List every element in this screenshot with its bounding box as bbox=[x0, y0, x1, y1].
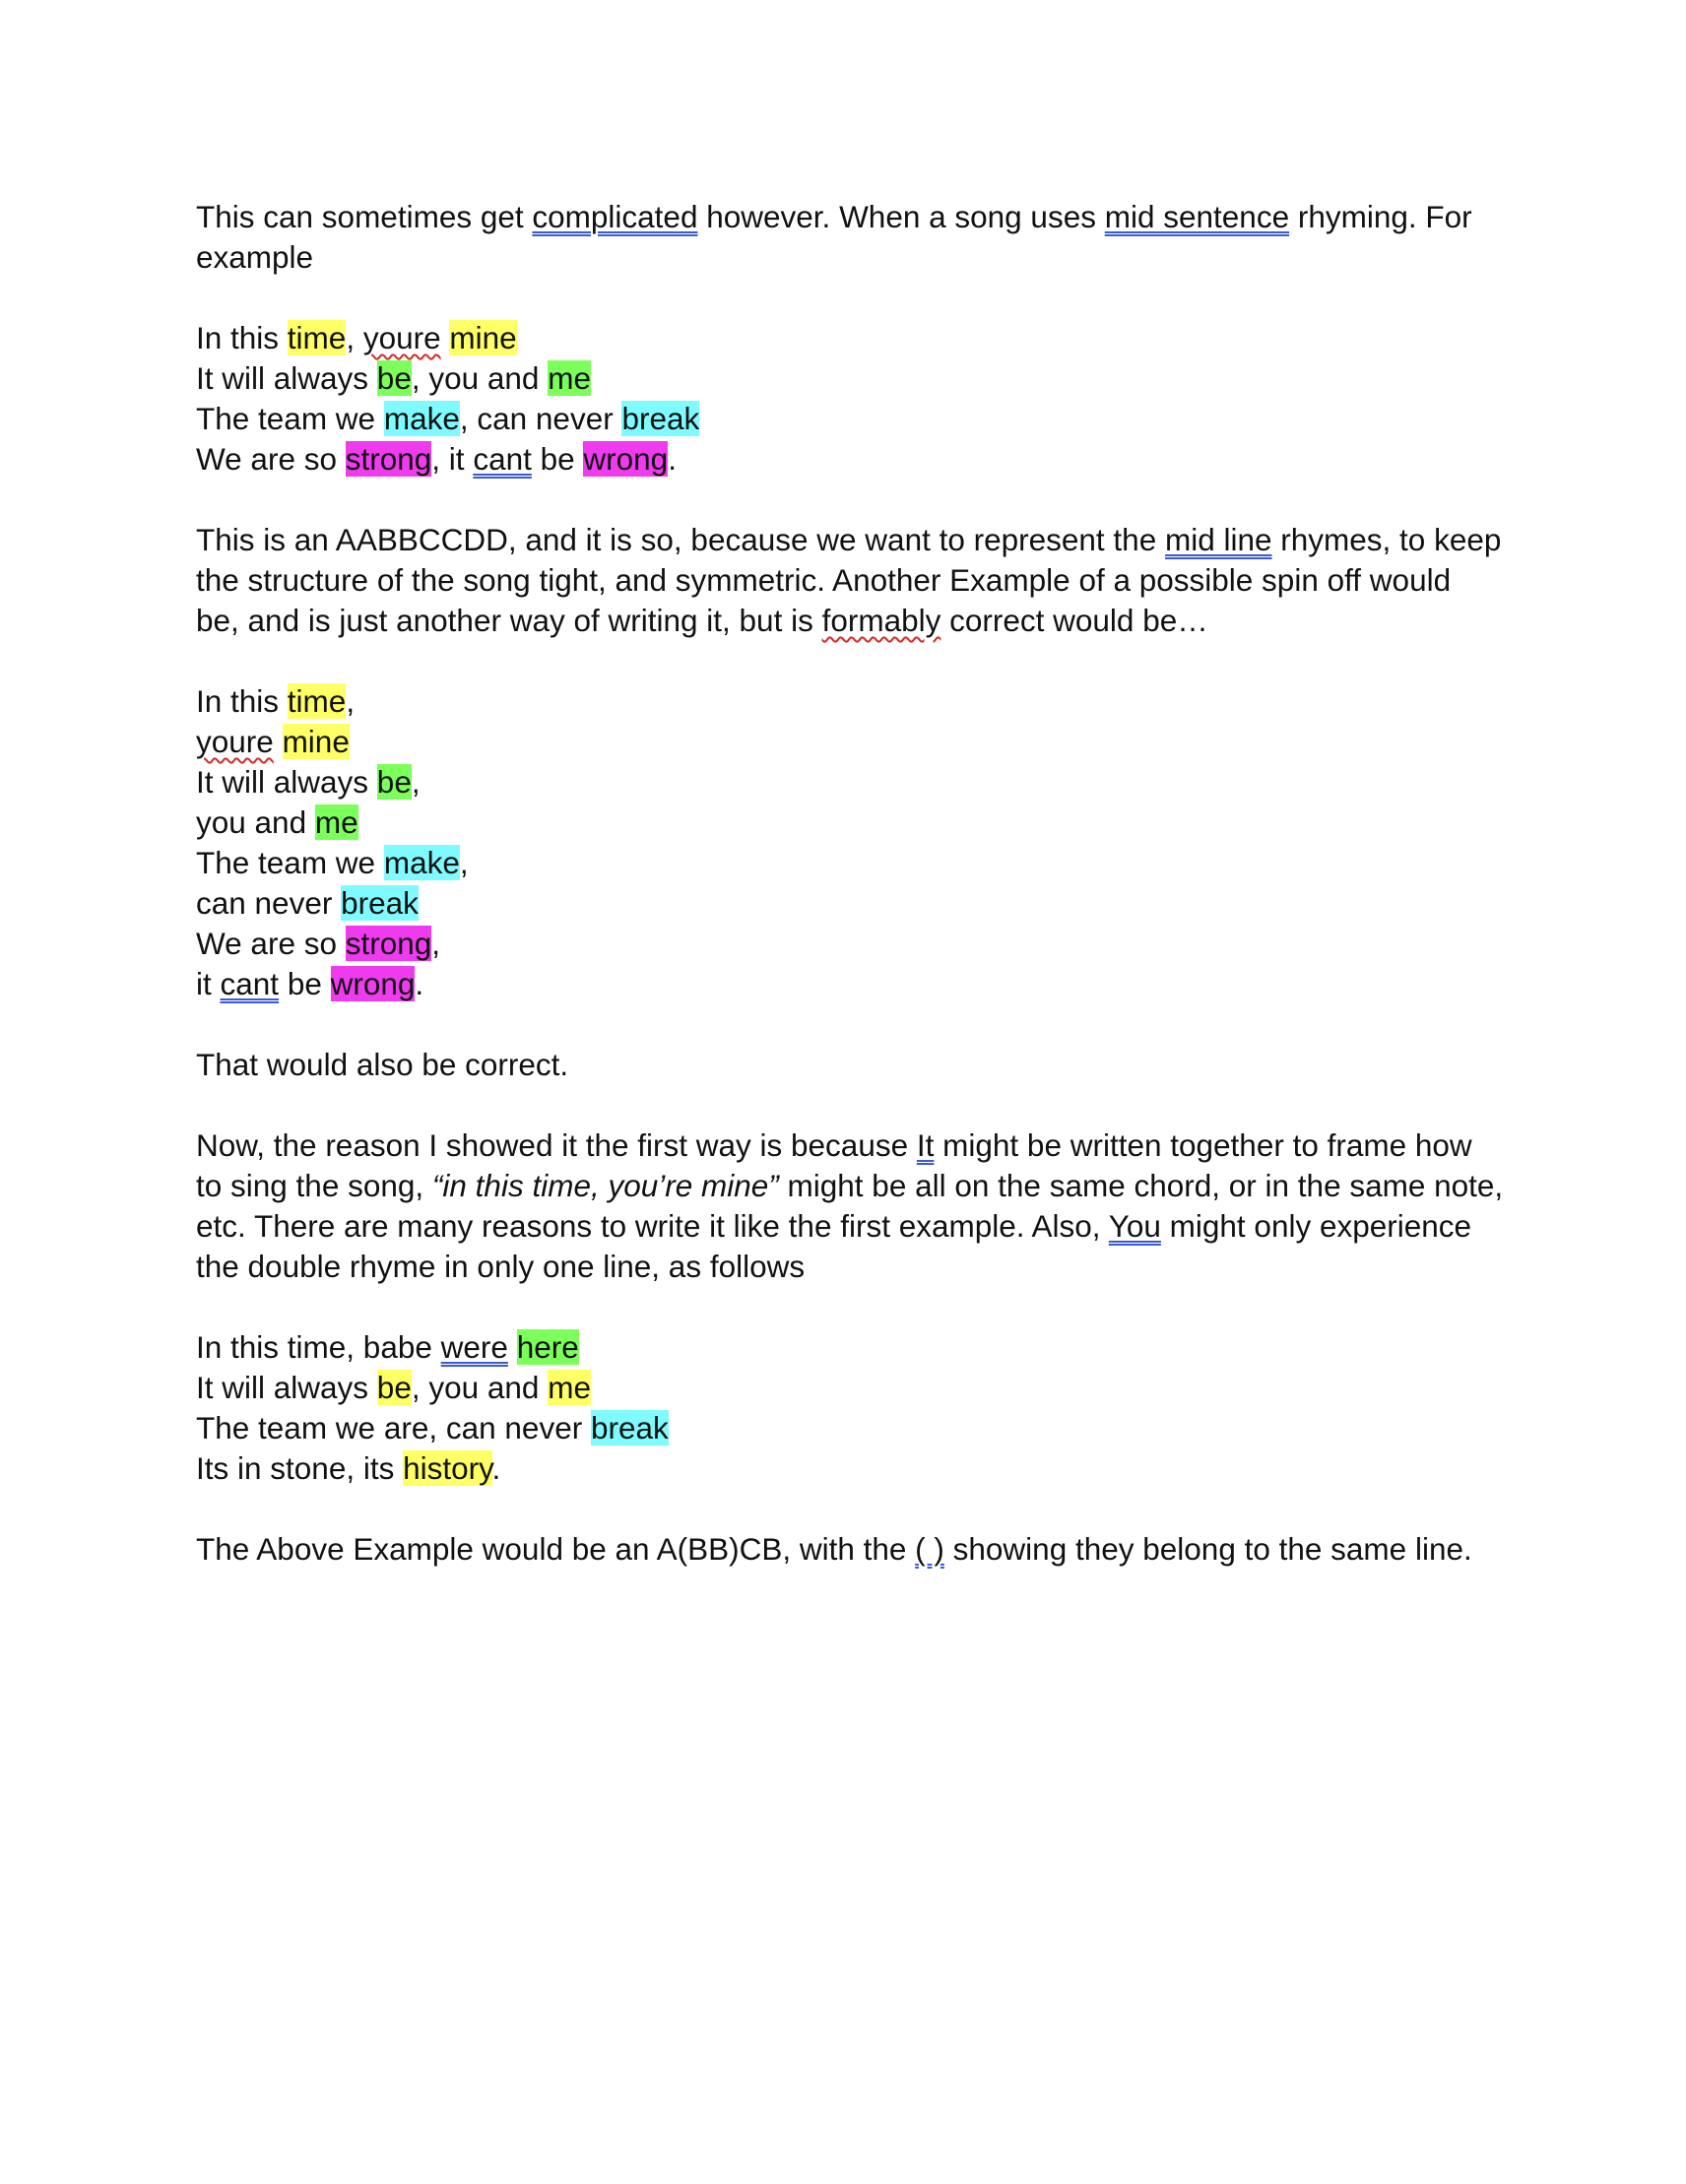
text-run: We are so bbox=[196, 926, 346, 961]
spelling-flag-formably[interactable]: formably bbox=[821, 603, 941, 638]
grammar-flag-cant[interactable]: cant bbox=[220, 966, 280, 1001]
highlight-green: me bbox=[548, 360, 591, 396]
text-line bbox=[196, 1206, 1499, 1247]
text-run: it bbox=[196, 966, 221, 1001]
text-run: The team we bbox=[196, 845, 384, 880]
text-line bbox=[196, 1166, 1504, 1206]
text-run: It will always bbox=[196, 764, 377, 800]
verse-line bbox=[196, 1408, 1499, 1448]
text-run: correct would be… bbox=[940, 603, 1208, 638]
text-run: be bbox=[279, 966, 331, 1001]
text-run bbox=[274, 724, 283, 759]
text-run: be, and is just another way of writing it, but is bbox=[196, 603, 822, 638]
highlight-cyan: make bbox=[383, 401, 460, 436]
grammar-flag-mid-sentence[interactable]: mid sentence bbox=[1104, 199, 1290, 234]
text-run: might be written together to frame how bbox=[934, 1127, 1472, 1163]
text-run: , you and bbox=[411, 360, 549, 396]
text-run: In this bbox=[196, 683, 288, 719]
highlight-yellow: time bbox=[287, 683, 347, 719]
text-run: , you and bbox=[411, 1370, 549, 1405]
paragraph-5 bbox=[196, 1529, 1499, 1570]
italic-quote: “in this time, you’re mine” bbox=[431, 1168, 779, 1203]
grammar-flag-mid-line[interactable]: mid line bbox=[1164, 522, 1272, 557]
highlight-yellow: mine bbox=[449, 320, 517, 355]
verse-line bbox=[196, 762, 1499, 803]
highlight-cyan: break bbox=[621, 401, 700, 436]
text-run bbox=[508, 1329, 517, 1365]
text-line bbox=[196, 520, 1502, 560]
text-run: might only experience bbox=[1160, 1208, 1472, 1244]
text-run: It will always bbox=[196, 1370, 377, 1405]
highlight-yellow: mine bbox=[282, 724, 350, 759]
highlight-yellow: me bbox=[548, 1370, 591, 1405]
verse-line bbox=[196, 439, 1499, 480]
text-run: however. When a song uses bbox=[697, 199, 1105, 234]
verse-line bbox=[196, 883, 1499, 924]
verse-line bbox=[196, 399, 1499, 439]
verse-line bbox=[196, 722, 1499, 762]
verse-line bbox=[196, 924, 1499, 964]
text-line bbox=[196, 197, 1499, 237]
text-run: rhymes, to keep bbox=[1271, 522, 1502, 557]
text-run: The Above Example would be an A(BB)CB, with the bbox=[196, 1531, 916, 1567]
verse-example-3 bbox=[196, 1327, 1499, 1489]
text-run: Its in stone, its bbox=[196, 1450, 404, 1486]
paragraph-4 bbox=[196, 1125, 1504, 1287]
highlight-green: here bbox=[516, 1329, 579, 1365]
verse-line bbox=[196, 358, 1499, 399]
text-run: , bbox=[411, 764, 421, 800]
highlight-green: be bbox=[376, 764, 412, 800]
verse-example-2 bbox=[196, 681, 1499, 1004]
text-line bbox=[196, 1125, 1499, 1166]
text-run: you and bbox=[196, 804, 315, 840]
grammar-flag-parens[interactable]: ( ) bbox=[915, 1531, 944, 1567]
text-run: In this time, babe bbox=[196, 1329, 441, 1365]
highlight-green: be bbox=[376, 360, 412, 396]
verse-line bbox=[196, 803, 1499, 843]
verse-line bbox=[196, 1448, 1499, 1489]
paragraph-2 bbox=[196, 520, 1502, 641]
intro-paragraph bbox=[196, 197, 1499, 278]
highlight-yellow: history bbox=[403, 1450, 492, 1486]
text-run: This is an AABBCCDD, and it is so, because we want to represent the bbox=[196, 522, 1165, 557]
verse-line bbox=[196, 964, 1499, 1004]
text-run: We are so bbox=[196, 441, 346, 477]
highlight-green: me bbox=[314, 804, 358, 840]
text-line: That would also be correct. bbox=[196, 1047, 569, 1082]
verse-line bbox=[196, 681, 1499, 722]
text-run: showing they belong to the same line. bbox=[943, 1531, 1472, 1567]
text-run: The team we are, can never bbox=[196, 1410, 591, 1445]
grammar-flag-it[interactable]: It bbox=[916, 1127, 935, 1163]
spelling-flag-youre[interactable]: youre bbox=[362, 320, 441, 355]
highlight-yellow: time bbox=[287, 320, 347, 355]
grammar-flag-you[interactable]: You bbox=[1108, 1208, 1161, 1244]
text-run: to sing the song, bbox=[196, 1168, 432, 1203]
verse-line bbox=[196, 318, 1499, 358]
spelling-flag-youre[interactable]: youre bbox=[196, 724, 274, 759]
text-run: , bbox=[431, 926, 441, 961]
verse-line bbox=[196, 1327, 1499, 1368]
text-run: rhyming. For bbox=[1289, 199, 1472, 234]
highlight-magenta: wrong bbox=[330, 966, 416, 1001]
text-line bbox=[196, 601, 1499, 641]
text-run: . bbox=[491, 1450, 501, 1486]
grammar-flag-complicated[interactable]: complicated bbox=[532, 199, 698, 234]
text-run: , bbox=[346, 683, 356, 719]
text-run: be bbox=[531, 441, 584, 477]
text-run: etc. There are many reasons to write it like the first example. Also, bbox=[196, 1208, 1109, 1244]
text-run: , can never bbox=[459, 401, 622, 436]
text-line: the double rhyme in only one line, as follows bbox=[196, 1249, 806, 1284]
verse-line bbox=[196, 843, 1499, 883]
highlight-yellow: be bbox=[376, 1370, 412, 1405]
text-run: . bbox=[668, 441, 677, 477]
text-run: It will always bbox=[196, 360, 377, 396]
text-line: example bbox=[196, 239, 314, 275]
text-run: , it bbox=[431, 441, 474, 477]
grammar-flag-cant[interactable]: cant bbox=[473, 441, 532, 477]
highlight-magenta: strong bbox=[345, 441, 432, 477]
grammar-flag-were[interactable]: were bbox=[440, 1329, 508, 1365]
text-line bbox=[196, 1529, 1499, 1570]
highlight-cyan: break bbox=[590, 1410, 669, 1445]
highlight-magenta: strong bbox=[345, 926, 432, 961]
text-run: In this bbox=[196, 320, 288, 355]
text-line: the structure of the song tight, and symmetric. Another Example of a possible spin off would bbox=[196, 562, 1452, 598]
text-run: Now, the reason I showed it the first way is because bbox=[196, 1127, 917, 1163]
text-run: can never bbox=[196, 885, 342, 921]
text-run: . bbox=[415, 966, 424, 1001]
paragraph-3 bbox=[196, 1045, 1499, 1085]
text-run: This can sometimes get bbox=[196, 199, 533, 234]
text-run: The team we bbox=[196, 401, 384, 436]
text-run: , bbox=[346, 320, 363, 355]
verse-example-1 bbox=[196, 318, 1499, 480]
highlight-cyan: break bbox=[341, 885, 419, 921]
text-run: might be all on the same chord, or in the same note, bbox=[778, 1168, 1504, 1203]
verse-line bbox=[196, 1368, 1499, 1408]
text-run: , bbox=[459, 845, 469, 880]
highlight-magenta: wrong bbox=[583, 441, 669, 477]
highlight-cyan: make bbox=[383, 845, 460, 880]
